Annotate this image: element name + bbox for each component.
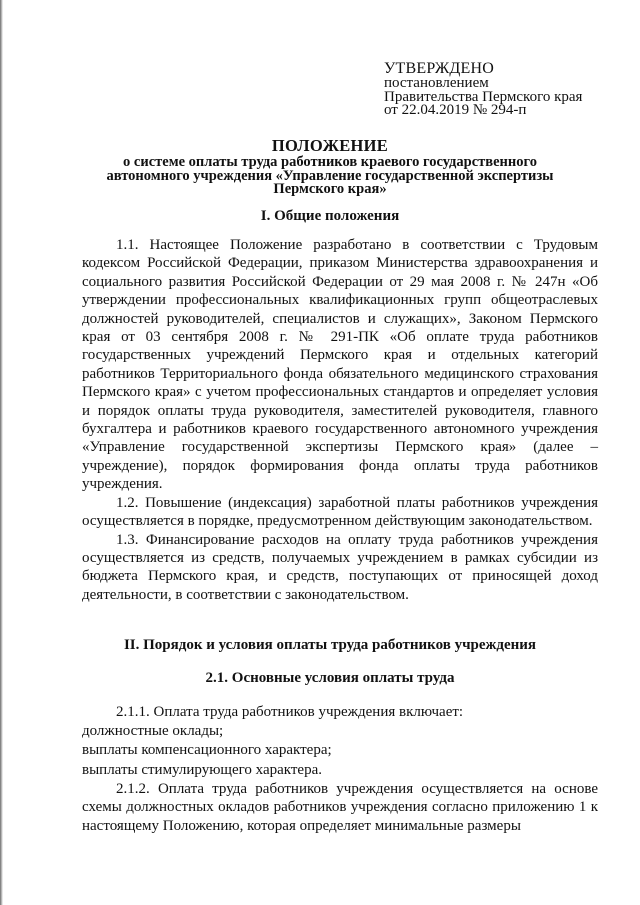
section-1-heading: I. Общие положения xyxy=(260,208,400,224)
approval-line-1: постановлением xyxy=(384,75,489,91)
subtitle-line-3: Пермского края» xyxy=(273,181,387,197)
subtitle-line-1: о системе оплаты труда работников краевого государственного xyxy=(123,154,537,170)
section-2-1-1-list xyxy=(82,703,598,780)
approval-line-3: от 22.04.2019 № 294-п xyxy=(384,102,527,118)
paragraph-1-2: 1.2. Повышение (индексация) заработной платы работников учреждения осуществляется в порядке, предусмотренном действующим законодательством. xyxy=(82,494,598,530)
subtitle-line-2: автономного учреждения «Управление государственной экспертизы xyxy=(106,167,554,184)
section-1-body xyxy=(82,236,598,604)
approval-stamp: УТВЕРЖДЕНО xyxy=(384,60,495,77)
list-item: выплаты компенсационного характера; xyxy=(82,742,332,759)
paragraph-1-3: 1.3. Финансирование расходов на оплату труда работников учреждения осуществляется из средств, получаемых учреждением в рамках субсидии из бюджета Пермского края, и средств, поступающих от приносящей доход деятельности, в соответствии с законодательством. xyxy=(82,531,598,603)
document-title: ПОЛОЖЕНИЕ xyxy=(271,136,389,155)
paragraph-2-1-2: 2.1.2. Оплата труда работников учреждения осуществляется на основе схемы должностных окладов работников учреждения согласно приложению 1 к настоящему Положению, которая определяет минимальные размеры xyxy=(82,781,598,834)
paragraph-2-1-1: 2.1.1. Оплата труда работников учреждения включает: xyxy=(116,704,464,720)
approval-line-2: Правительства Пермского края xyxy=(384,88,583,105)
approval-block xyxy=(384,60,634,118)
paragraph-1-1: 1.1. Настоящее Положение разработано в соответствии с Трудовым кодексом Российской Федерации, приказом Министерства здравоохранения и социального развития Российской Федерации от 29 мая 2008 г. № 247н «Об утверждении профессиональных квалификационных групп общеотраслевых должностей руководителей, специалистов и служащих», Законом Пермского края от 03 сентября 2008 г. № 291-ПК «Об оплате труда работников государственных учреждений Пермского края и отдельных категорий работников Территориального фонда обязательного медицинского страхования Пермского края» с учетом профессиональных стандартов и определяет условия и порядок оплаты труда руководителя, заместителей руководителя, главного бухгалтера и работников краевого государственного автономного учреждения «Управление государственной экспертизы Пермского края» (далее – учреждение), порядок формирования фонда оплаты труда работников учреждения. xyxy=(82,237,598,493)
section-2-heading: II. Порядок и условия оплаты труда работников учреждения xyxy=(123,637,537,653)
scan-edge-shadow xyxy=(0,0,3,905)
section-2-body xyxy=(82,780,598,835)
document-subtitle xyxy=(60,156,600,197)
list-item: должностные оклады; xyxy=(82,723,224,740)
list-item: выплаты стимулирующего характера. xyxy=(82,761,322,778)
section-2-1-heading: 2.1. Основные условия оплаты труда xyxy=(205,670,455,686)
